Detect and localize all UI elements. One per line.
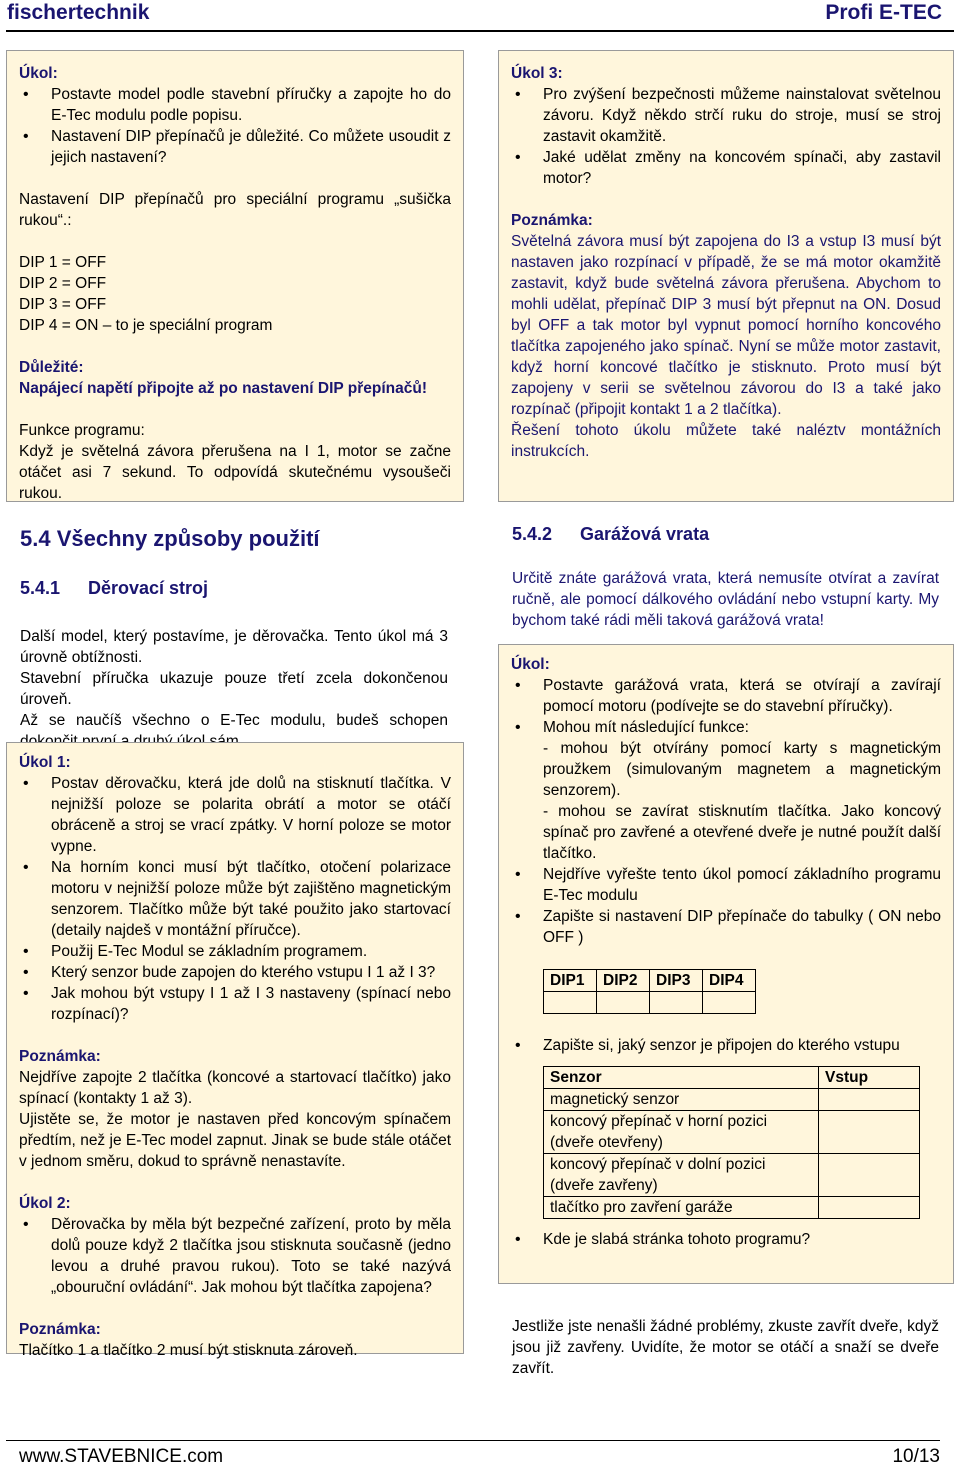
list-item: • Postav děrovačku, která jde dolů na stisknutí tlačítka. V nejnižší poloze se polarita obrátí a motor se otáčí obráceně a stroj se vrací zpátky. V horní poloze se motor vypne.	[19, 773, 451, 857]
sensor-table-cell	[819, 1111, 920, 1154]
sub-item: - mohou být otvírány pomocí karty s magnetickým proužkem (simulovaným magnetem a magnetickým senzorem).	[543, 740, 941, 799]
dip-table-cell	[650, 992, 703, 1014]
dip-line: DIP 1 = OFF	[19, 254, 107, 271]
sensor-table-cell	[819, 1154, 920, 1197]
function-text: Když je světelná závora přerušena na I 1, motor se začne otáčet asi 7 sekund. To odpovídá skutečnému vysoušeči rukou.	[19, 443, 451, 502]
task-box-punch	[6, 742, 464, 1359]
task-box-dip	[6, 50, 464, 502]
list-item: • Mohou mít následující funkce:	[511, 717, 941, 738]
garage-bullets-2	[511, 864, 941, 948]
task3-label: Úkol 3:	[511, 65, 563, 82]
header-rule	[6, 30, 954, 32]
sensor-table	[543, 1066, 920, 1219]
note-line: Ujistěte se, že motor je nastaven před koncovým spínačem předtím, než je E-Tec model zapnut. Jinak se bude stále otáčet v jednom směru, dokud to správně nenastavíte.	[19, 1111, 451, 1170]
important-label: Důležité:	[19, 359, 84, 376]
intro-line: Další model, který postavíme, je děrovačka. Tento úkol má 3 úrovně obtížnosti.	[20, 628, 448, 666]
sensor-table-cell: magnetický senzor	[544, 1089, 819, 1111]
function-label: Funkce programu:	[19, 422, 145, 439]
intro-line: Stavební příručka ukazuje pouze třetí zcela dokončenou úroveň.	[20, 670, 448, 708]
dip-table-header: DIP3	[650, 970, 703, 992]
task2-bullets	[19, 1214, 451, 1298]
list-item: • Na horním konci musí být tlačítko, otočení polarizace motoru v nejnižší poloze může být zajištěno magnetickým senzorem. Tlačítko může být také použito jako startovací (detaily najdeš v montážní příručce).	[19, 857, 451, 941]
intro-line: Až se naučíš všechno o E-Tec modulu, budeš schopen	[20, 712, 448, 729]
footer-website: www.STAVEBNICE.com	[19, 1446, 224, 1467]
subsection-name: Děrovací stroj	[88, 578, 209, 598]
dip-intro: Nastavení DIP přepínačů pro speciální programu „sušička rukou“.:	[19, 191, 451, 229]
garage-outro: Jestliže jste nenašli žádné problémy, zkuste zavřít dveře, když jsou již zavřeny. Uvidíte, že motor se otáčí a snaží se dveře zavřít.	[512, 1318, 939, 1377]
task-box-light-barrier	[498, 50, 954, 502]
note-text: Světelná závora musí být zapojena do I3 a vstup I3 musí být nastaven jako rozpínací v případě, že se má motor okamžitě zastavit, když bude světelná závora přerušena. Abychom to mohli udělat, přepínač DIP 3 musí být přepnut na ON. Dosud byl OFF a tak motor byl vypnut pomocí horního koncového tlačítka zapojeného jako spínač. Nyní se může motor zastavit, když horní koncové tlačítko je stisknuto. Proto musí být zapojeny v serii se světelnou závorou do I3 a také jako rozpínač (připojit kontakt 1 a 2 tlačítka).	[511, 233, 941, 418]
sensor-table-header: Vstup	[819, 1067, 920, 1089]
list-item: • Nejdříve vyřešte tento úkol pomocí základního programu E-Tec modulu	[511, 864, 941, 906]
garage-bullets	[511, 675, 941, 738]
dip-line: DIP 2 = OFF	[19, 275, 107, 292]
list-item: • Postavte garážová vrata, která se otvírají a zavírají pomocí motoru (podívejte se do stavební příručky).	[511, 675, 941, 717]
page-number: 10/13	[892, 1446, 940, 1467]
list-item: • Zapište si nastavení DIP přepínače do tabulky ( ON nebo OFF )	[511, 906, 941, 948]
task-bullets	[19, 84, 451, 168]
sensor-table-cell: koncový přepínač v dolní pozici (dveře zavřeny)	[544, 1154, 819, 1197]
note-text-2: Řešení tohoto úkolu můžete také naléztv montážních instrukcích.	[511, 422, 941, 460]
sensor-table-cell: tlačítko pro zavření garáže	[544, 1197, 819, 1219]
list-item: • Pro zvýšení bezpečnosti můžeme nainstalovat světelnou závoru. Když někdo strčí ruku do stroje, musí se stroj zastavit okamžitě.	[511, 84, 941, 147]
list-item: • Děrovačka by měla být bezpečné zařízení, proto by měla dolů pouze když 2 tlačítka jsou stisknuta současně (jedno levou a druhé pravou rukou). Toto se také nazývá „obouruční ovládání“. Jak mohou být tlačítka zapojena?	[19, 1214, 451, 1298]
subsection-number: 5.4.1	[20, 578, 61, 598]
list-item: • Zapište si, jaký senzor je připojen do kterého vstupu	[511, 1035, 941, 1056]
subsection-title-garage	[512, 524, 709, 545]
sub-item: - mohou se zavírat stisknutím tlačítka. Jako koncový spínač pro zavřené a otevřené dveře je nutné použít další tlačítko.	[543, 803, 941, 862]
note2-text: Tlačítko 1 a tlačítko 2 musí být stisknuta zároveň.	[19, 1342, 358, 1359]
task1-label: Úkol 1:	[19, 754, 71, 771]
page-header	[0, 0, 960, 34]
sensor-bullet	[511, 1035, 941, 1056]
sensor-table-cell: koncový přepínač v horní pozici (dveře otevřeny)	[544, 1111, 819, 1154]
dip-table-header: DIP4	[703, 970, 756, 992]
dip-line: DIP 3 = OFF	[19, 296, 107, 313]
brand-name: fischertechnik	[7, 1, 150, 24]
task-label: Úkol:	[511, 656, 550, 673]
note-label: Poznámka:	[511, 212, 593, 229]
subsection-title-punch	[20, 578, 208, 599]
dip-table-cell	[544, 992, 597, 1014]
subsection-number: 5.4.2	[512, 524, 553, 544]
note2-label: Poznámka:	[19, 1321, 101, 1338]
dip-table-cell	[597, 992, 650, 1014]
list-item: • Jaké udělat změny na koncovém spínači, aby zastavil motor?	[511, 147, 941, 189]
sensor-table-cell	[819, 1197, 920, 1219]
task2-label: Úkol 2:	[19, 1195, 71, 1212]
note-label: Poznámka:	[19, 1048, 101, 1065]
garage-intro: Určitě znáte garážová vrata, která nemusíte otvírat a zavírat ručně, ale pomocí dálkového ovládání nebo vstupní karty. My bychom také rádi měli taková garážová vrata!	[512, 570, 939, 629]
list-item: • Použij E-Tec Modul se základním programem.	[19, 941, 451, 962]
task-label: Úkol:	[19, 65, 58, 82]
weak-bullet	[511, 1229, 941, 1250]
dip-line: DIP 4 = ON – to je speciální program	[19, 317, 273, 334]
punch-intro	[20, 626, 448, 752]
list-item: • Postavte model podle stavební příručky a zapojte ho do E-Tec modulu podle popisu.	[19, 84, 451, 126]
note-line: Nejdříve zapojte 2 tlačítka (koncové a startovací tlačítko) jako spínací (kontakty 1 až 3).	[19, 1069, 451, 1107]
subsection-name: Garážová vrata	[580, 524, 710, 544]
sensor-table-cell	[819, 1089, 920, 1111]
task1-bullets	[19, 773, 451, 1025]
task-box-garage	[498, 644, 954, 1284]
footer-rule	[6, 1440, 940, 1441]
list-item: • Který senzor bude zapojen do kterého vstupu I 1 až I 3?	[19, 962, 451, 983]
dip-table-cell	[703, 992, 756, 1014]
section-title: 5.4 Všechny způsoby použití	[20, 526, 320, 551]
important-text: Napájecí napětí připojte až po nastavení DIP přepínačů!	[19, 380, 427, 397]
dip-table-header: DIP2	[597, 970, 650, 992]
page-footer	[6, 1440, 940, 1470]
dip-table	[543, 969, 756, 1014]
sensor-table-header: Senzor	[544, 1067, 819, 1089]
list-item: • Kde je slabá stránka tohoto programu?	[511, 1229, 941, 1250]
task3-bullets	[511, 84, 941, 189]
list-item: • Jak mohou být vstupy I 1 až I 3 nastaveny (spínací nebo rozpínací)?	[19, 983, 451, 1025]
dip-table-header: DIP1	[544, 970, 597, 992]
list-item: • Nastavení DIP přepínačů je důležité. Co můžete usoudit z jejich nastavení?	[19, 126, 451, 168]
product-name: Profi E-TEC	[825, 1, 942, 24]
